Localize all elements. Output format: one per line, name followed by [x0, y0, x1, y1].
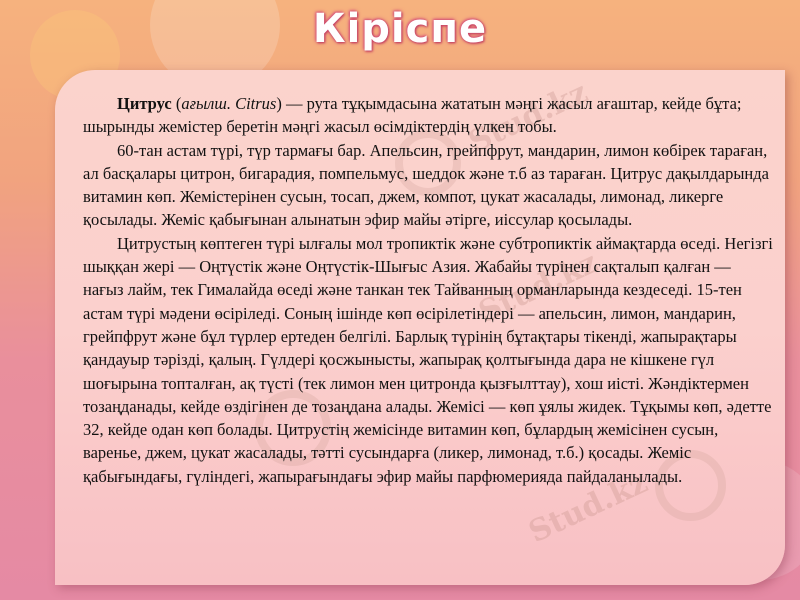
content-panel — [55, 70, 785, 585]
paren-open: ( — [171, 94, 182, 113]
slide-title: Кіріспе — [312, 6, 488, 52]
watermark-text: Stud.kz — [523, 464, 654, 551]
latin-name: ағылш. Citrus — [181, 94, 277, 113]
body-text — [83, 92, 773, 488]
paragraph-definition — [83, 92, 773, 139]
definition-text: — рута тұқымдасына жататын мәңгі жасыл ағаштар, кейде бұта; шырынды жемістер беретін мәңгі жасыл өсімдіктердің үлкен тобы. — [83, 94, 742, 137]
paren-close: ) — [276, 94, 282, 113]
term-citrus: Цитрус — [117, 94, 172, 113]
watermark-text: Stud.kz — [473, 244, 604, 331]
paragraph-species: 60-тан астам түрі, түр тармағы бар. Апельсин, грейпфрут, мандарин, лимон көбірек тараған, ал басқалары цитрон, бигарадия, помпельмус, шеддок және т.б аз тараған. Цитрус дақылдарында витамин көп. Жемістерінен сусын, тосап, джем, компот, цукат жасалады, лимонад, ликерге қосылады. Жеміс қабығынан алынатын эфир майы әтірге, иіссулар қосылады. — [83, 140, 769, 230]
paragraph-habitat: Цитрустың көптеген түрі ылғалы мол тропиктік және субтропиктік аймақтарда өседі. Негізгі шыққан жері — Оңтүстік және Оңтүстік-Шығыс Азия. Жабайы түрінен сақталып қалған — нағыз лайм, тек Гималайда өседі және танкан тек Тайванның орманларында кездеседі. 15-тен астам түрі мәдени өсіріледі. Соның ішінде көп өсірілетіндері — апельсин, лимон, мандарин, грейпфрут және бұл түрлер ертеден белгілі. Барлық түрінің бұтақтары тікенді, жапырақтары қандауыр тәрізді, қалың. Гүлдері қосжынысты, жапырақ қолтығында дара не кішкене гүл шоғырына топталған, ақ түсті (тек лимон мен цитронда қызғылттау), хош иісті. Жәндіктермен тозаңданады, кейде өздігінен де тозаңдана алады. Жемісі — көп ұялы жидек. Тұқымы көп, әдетте 32, кейде одан көп болады. Цитрустің жемісінде витамин көп, бұлардың жемісінен сусын, варенье, джем, цукат жасалады, тәтті сусындарға (ликер, лимонад, т.б.) қосады. Жеміс қабығындағы, гүліндегі, жапырағындағы эфир майы парфюмерияда пайдаланылады. — [83, 233, 773, 486]
watermark-text: Stud.kz — [463, 74, 594, 161]
